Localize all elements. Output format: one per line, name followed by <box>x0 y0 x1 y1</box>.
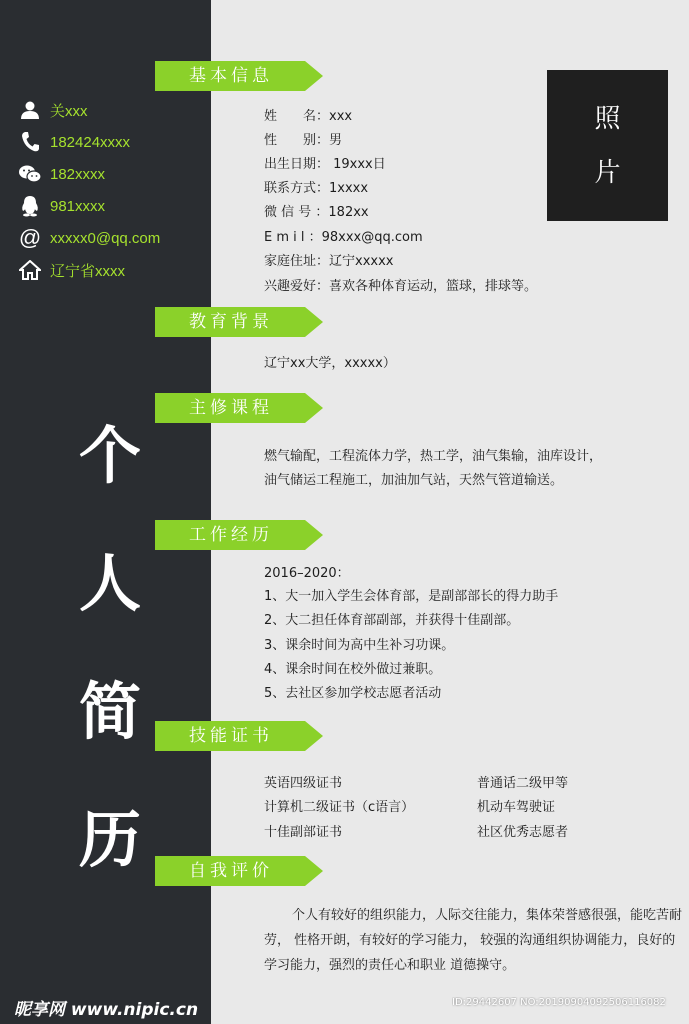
work-line-2: 1、大一加入学生会体育部，是副部部长的得力助手 <box>264 589 559 604</box>
photo-label-1: 照 <box>594 103 621 134</box>
work-line-5: 4、课余时间在校外做过兼职。 <box>264 662 442 677</box>
contact-phone: 182424xxxx <box>18 129 130 155</box>
section-work-header: 工作经历 <box>155 520 323 550</box>
courses-line-1: 燃气输配，工程流体力学，热工学，油气集输，油库设计， <box>264 449 603 464</box>
title-char-4: 历 <box>78 803 141 876</box>
section-education-header: 教育背景 <box>155 307 323 337</box>
skill-left-3: 十佳副部证书 <box>264 825 343 840</box>
self-evaluation-text: 个人有较好的组织能力，人际交往能力，集体荣誉感很强，能吃苦耐劳， 性格开朗，有较好的学习能力， 较强的沟通组织协调能力，良好的学习能力，强烈的责任心和职业 道德操守。 <box>264 908 683 973</box>
watermark-id: ID:29442607 NO:20190904092506116082 <box>452 997 666 1008</box>
section-self-header: 自我评价 <box>155 856 323 886</box>
title-char-2: 人 <box>78 547 141 620</box>
skill-left-1: 英语四级证书 <box>264 776 343 791</box>
basic-wechat: 微 信 号 ：182xx <box>264 205 369 220</box>
wechat-icon <box>18 162 42 186</box>
contact-email: @ xxxxx0@qq.com <box>18 225 161 250</box>
skill-right-2: 机动车驾驶证 <box>477 800 556 815</box>
courses-line-2: 油气储运工程施工，加油加气站，天然气管道输送。 <box>264 473 564 488</box>
skill-right-1: 普通话二级甲等 <box>477 776 569 791</box>
work-line-4: 3、课余时间为高中生补习功课。 <box>264 638 455 653</box>
qq-icon <box>18 194 42 218</box>
person-icon <box>18 98 42 122</box>
section-courses-header: 主修课程 <box>155 393 323 423</box>
work-line-3: 2、大二担任体育部副部，并获得十佳副部。 <box>264 613 520 628</box>
home-icon <box>18 258 42 282</box>
section-skills-header: 技能证书 <box>155 721 323 751</box>
watermark-logo: 昵享网 www.nipic.cn <box>14 1000 199 1020</box>
contact-address: 辽宁省xxxx <box>18 257 125 283</box>
work-line-6: 5、去社区参加学校志愿者活动 <box>264 686 442 701</box>
basic-name: 姓 名：xxx <box>264 109 353 124</box>
basic-phone: 联系方式：1xxxx <box>264 181 369 196</box>
contact-qq: 981xxxx <box>18 193 105 219</box>
work-line-1: 2016–2020： <box>264 566 350 581</box>
title-char-3: 简 <box>78 675 141 748</box>
section-basic-info-header: 基本信息 <box>155 61 323 91</box>
title-char-1: 个 <box>78 419 141 492</box>
contact-name: 关xxx <box>18 97 88 123</box>
phone-icon <box>18 130 42 154</box>
self-evaluation <box>264 903 684 978</box>
basic-gender: 性 别：男 <box>264 133 343 148</box>
at-icon: @ <box>18 225 42 250</box>
education-text: 辽宁xx大学，xxxxx） <box>264 356 396 371</box>
basic-email: E m i l ：98xxx@qq.com <box>264 230 423 245</box>
basic-birth: 出生日期： 19xxx日 <box>264 157 386 172</box>
photo-placeholder <box>547 70 668 221</box>
skill-right-3: 社区优秀志愿者 <box>477 825 569 840</box>
skill-left-2: 计算机二级证书（c语言） <box>264 800 415 815</box>
basic-address: 家庭住址：辽宁xxxxx <box>264 254 394 269</box>
basic-hobby: 兴趣爱好：喜欢各种体育运动，篮球，排球等。 <box>264 279 538 294</box>
contact-wechat: 182xxxx <box>18 161 105 187</box>
photo-label-2: 片 <box>594 157 621 188</box>
